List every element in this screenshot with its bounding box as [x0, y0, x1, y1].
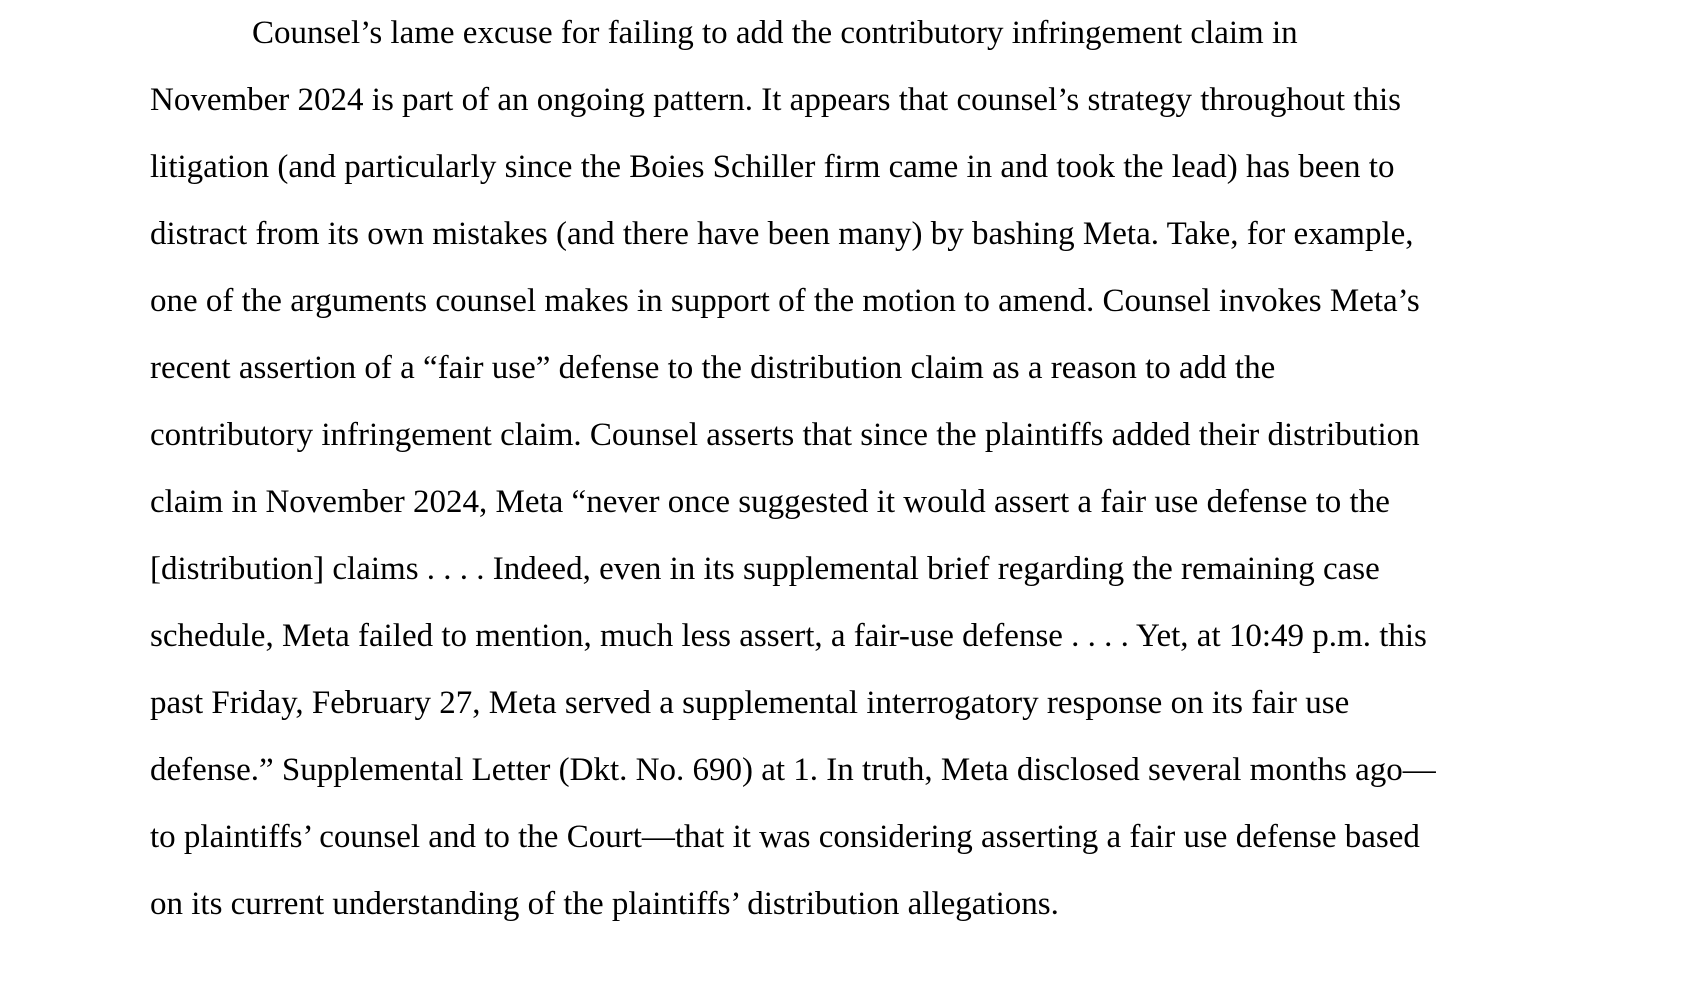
text-line: litigation (and particularly since the Boies Schiller firm came in and took the lead) has been to — [150, 149, 1395, 185]
text-line: Counsel’s lame excuse for failing to add the contributory infringement claim in — [252, 15, 1298, 51]
text-line: past Friday, February 27, Meta served a supplemental interrogatory response on its fair use — [150, 685, 1350, 721]
paragraph — [150, 0, 1532, 938]
text-line: November 2024 is part of an ongoing pattern. It appears that counsel’s strategy throughout this — [150, 82, 1401, 118]
text-line: one of the arguments counsel makes in support of the motion to amend. Counsel invokes Meta’s — [150, 283, 1420, 319]
text-line: schedule, Meta failed to mention, much less assert, a fair-use defense . . . . Yet, at 10:49 p.m. this — [150, 618, 1427, 654]
text-line: defense.” Supplemental Letter (Dkt. No. 690) at 1. In truth, Meta disclosed several months ago— — [150, 752, 1436, 788]
text-line: [distribution] claims . . . . Indeed, even in its supplemental brief regarding the remaining case — [150, 551, 1380, 587]
text-line: on its current understanding of the plaintiffs’ distribution allegations. — [150, 886, 1059, 922]
text-line: contributory infringement claim. Counsel asserts that since the plaintiffs added their distribution — [150, 417, 1420, 453]
text-line: distract from its own mistakes (and there have been many) by bashing Meta. Take, for example, — [150, 216, 1414, 252]
text-line: to plaintiffs’ counsel and to the Court—that it was considering asserting a fair use defense based — [150, 819, 1420, 855]
text-line: recent assertion of a “fair use” defense to the distribution claim as a reason to add the — [150, 350, 1276, 386]
text-line: claim in November 2024, Meta “never once suggested it would assert a fair use defense to the — [150, 484, 1390, 520]
